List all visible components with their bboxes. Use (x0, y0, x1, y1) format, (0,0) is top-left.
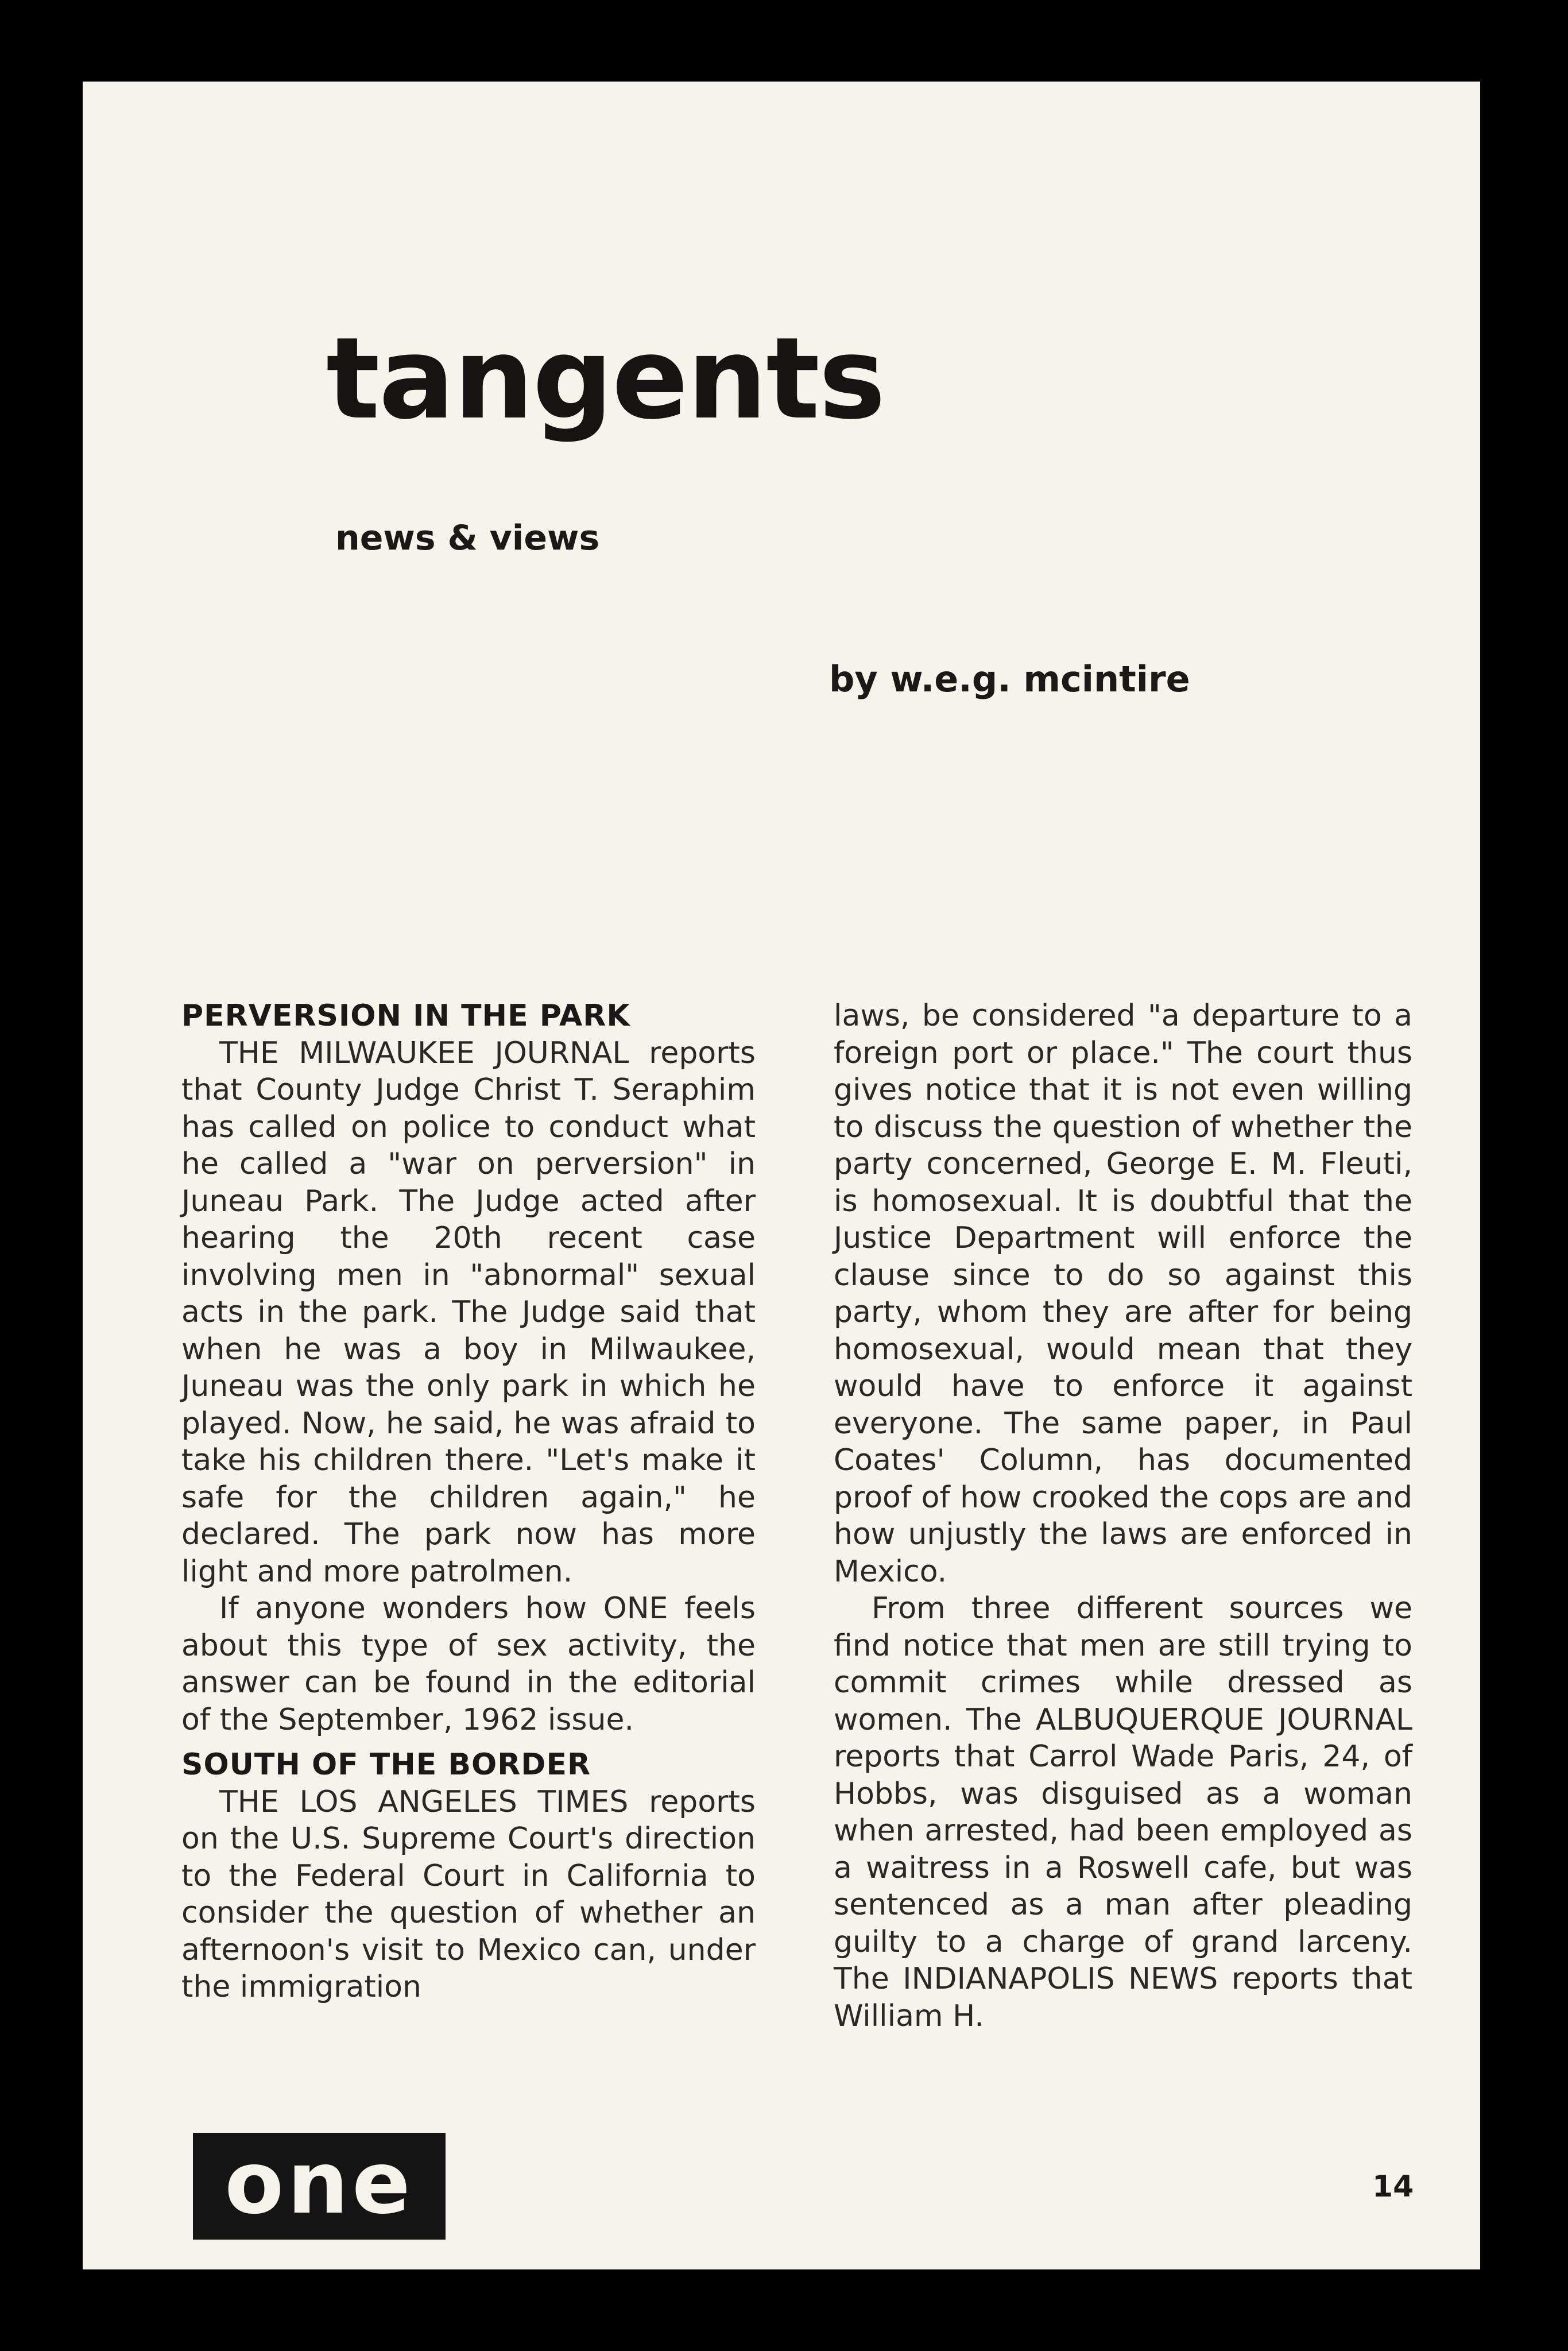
article-paragraph: laws, be considered "a departure to a foreign port or place." The court thus gives notice that it is not even willing to discuss the question of whether the party concerned, George E. M. Fleuti, is homosexual. It is doubtful that the Justice Department will enforce the clause since to do so against this party, whom they are after for being homosexual, would mean that they would have to enforce it against everyone. The same paper, in Paul Coates' Column, has documented proof of how crooked the cops are and how unjustly the laws are enforced in Mexico. (834, 999, 1412, 1589)
article-paragraph: THE LOS ANGELES TIMES reports on the U.S. Supreme Court's direction to the Federal Court in California to consider the question of whether an afternoon's visit to Mexico can, under the immigration (181, 1784, 756, 2004)
article-paragraph: THE MILWAUKEE JOURNAL reports that County Judge Christ T. Seraphim has called on police to conduct what he called a "war on perversion" in Juneau Park. The Judge acted after hearing the 20th recent case involving men in "abnormal" sexual acts in the park. The Judge said that when he was a boy in Milwaukee, Juneau was the only park in which he played. Now, he said, he was afraid to take his children there. "Let's make it safe for the children again," he declared. The park now has more light and more patrolmen. (181, 1035, 756, 1589)
page-subtitle: news & views (335, 518, 600, 558)
article-paragraph: From three different sources we find notice that men are still trying to commit crimes while dressed as women. The ALBUQUERQUE JOURNAL reports that Carrol Wade Paris, 24, of Hobbs, was disguised as a woman when arrested, had been employed as a waitress in a Roswell cafe, but was sentenced as a man after pleading guilty to a charge of grand larceny. The INDIANAPOLIS NEWS reports that William H. (834, 1591, 1412, 2033)
magazine-page (83, 82, 1480, 2269)
section-heading-perversion: PERVERSION IN THE PARK (181, 999, 630, 1033)
section-heading-border: SOUTH OF THE BORDER (181, 1747, 591, 1782)
one-magazine-logo (193, 2133, 446, 2240)
left-column (181, 997, 756, 2006)
article-paragraph: If anyone wonders how ONE feels about this type of sex activity, the answer can be found in the editorial of the September, 1962 issue. (181, 1591, 756, 1737)
right-column (834, 997, 1412, 2035)
author-byline: by w.e.g. mcintire (829, 658, 1190, 700)
logo-text: one (224, 2133, 414, 2233)
page-title: tangents (326, 314, 885, 444)
page-number: 14 (1372, 2170, 1414, 2204)
